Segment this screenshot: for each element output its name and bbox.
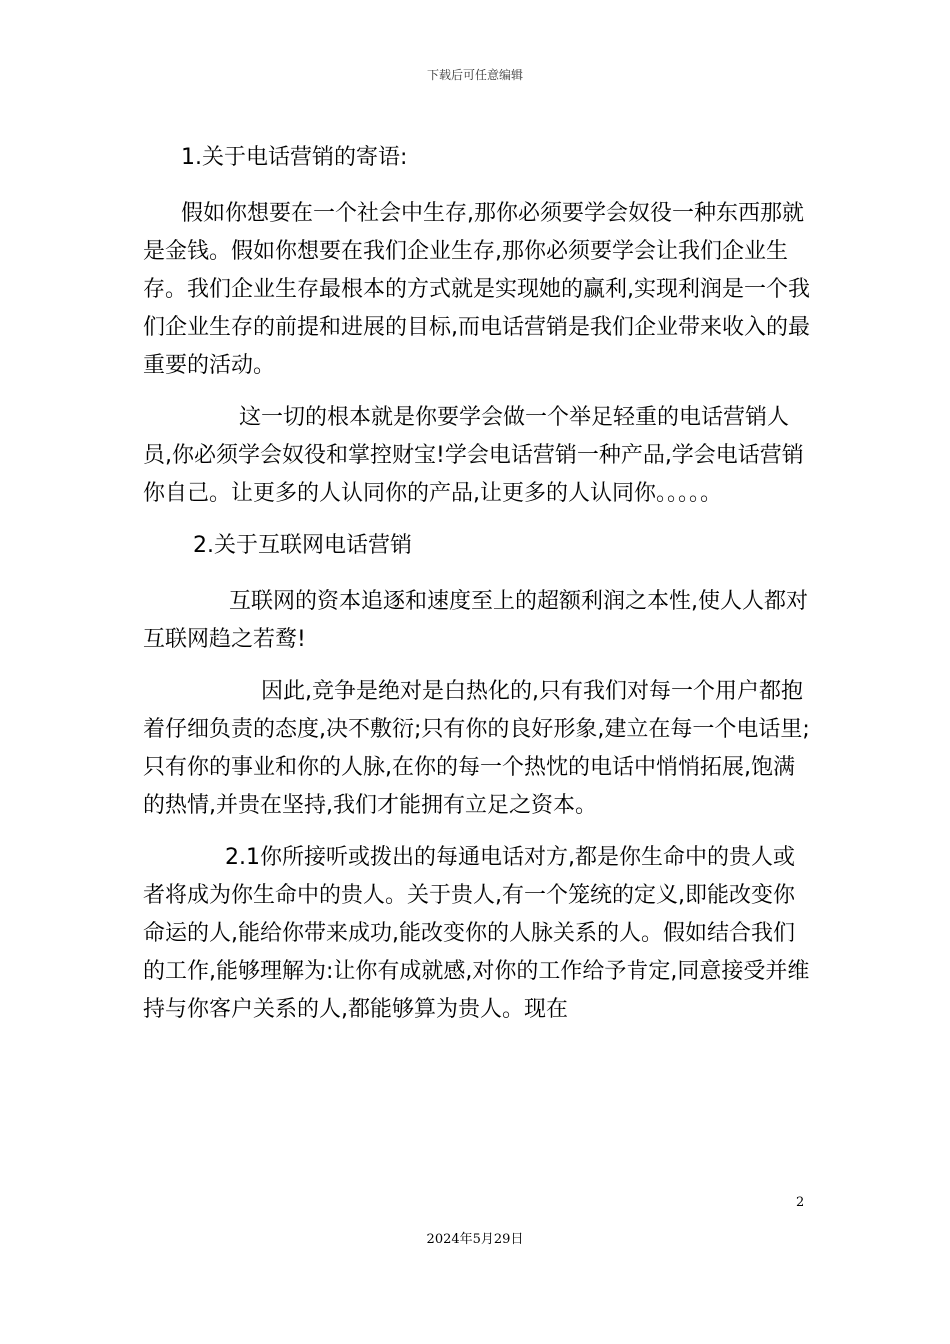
page-footer-date: 2024年5月29日: [426, 1232, 524, 1247]
page-number: 2: [796, 1195, 805, 1210]
section-heading-1: 1.关于电话营销的寄语:: [181, 145, 408, 170]
section-heading-2: 2.关于互联网电话营销: [193, 533, 412, 558]
paragraph-5: 2.1你所接听或拨出的每通电话对方,都是你生命中的贵人或者将成为你生命中的贵人。关于贵人,有一个笼统的定义,即能改变你命运的人,能给你带来成功,能改变你的人脉关系的人。假如结合我们的工作,能够理解为:让你有成就感,对你的工作给予肯定,同意接受并维持与你客户关系的人,都能够算为贵人。现在: [143, 845, 810, 1022]
paragraph-1: 假如你想要在一个社会中生存,那你必须要学会奴役一种东西那就是金钱。假如你想要在我们企业生存,那你必须要学会让我们企业生存。我们企业生存最根本的方式就是实现她的赢利,实现利润是一个我们企业生存的前提和进展的目标,而电话营销是我们企业带来收入的最重要的活动。: [143, 201, 810, 378]
paragraph-4: 因此,竞争是绝对是白热化的,只有我们对每一个用户都抱着仔细负责的态度,决不敷衍;只有你的良好形象,建立在每一个电话里;只有你的事业和你的人脉,在你的每一个热忱的电话中悄悄拓展,饱满的热情,并贵在坚持,我们才能拥有立足之资本。: [143, 679, 810, 818]
page-header: 下载后可任意编辑: [426, 68, 523, 82]
paragraph-3: 互联网的资本追逐和速度至上的超额利润之本性,使人人都对互联网趋之若鹜!: [143, 589, 808, 652]
paragraph-2: 这一切的根本就是你要学会做一个举足轻重的电话营销人员,你必须学会奴役和掌控财宝!学会电话营销一种产品,学会电话营销你自己。让更多的人认同你的产品,让更多的人认同你。。。。。: [143, 405, 804, 506]
document-body: [143, 139, 813, 1043]
